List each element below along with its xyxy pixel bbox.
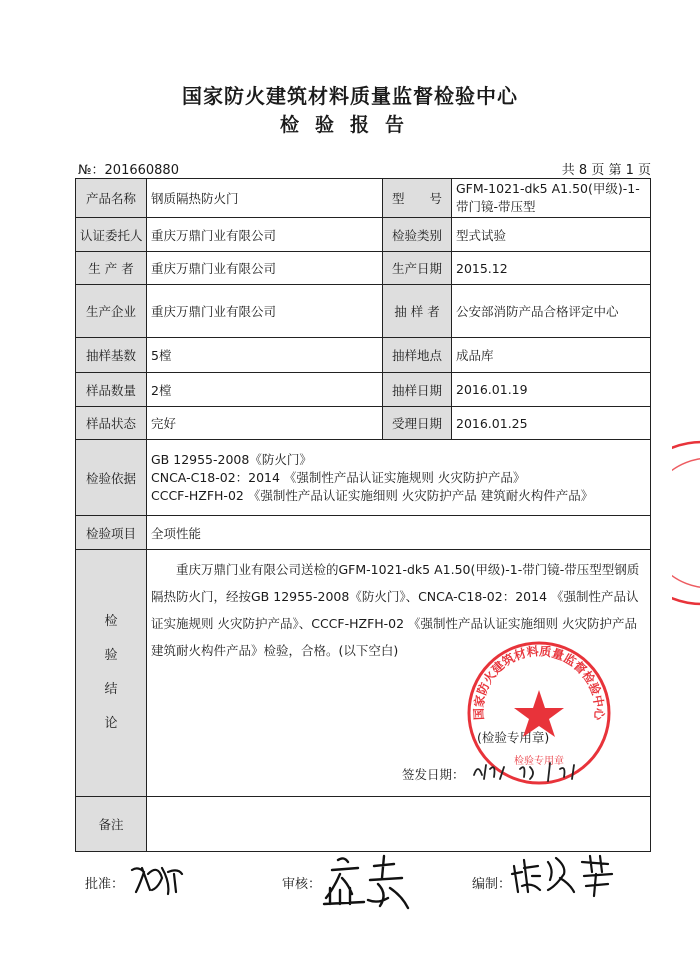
basis-label: 检验依据: [76, 440, 147, 516]
product-name-value: 钢质隔热防火门: [147, 179, 383, 218]
table-row: [76, 179, 651, 218]
sample-base-label: 抽样基数: [76, 338, 147, 373]
approve-label: 批准：: [85, 877, 125, 892]
inspection-type-value: 型式试验: [452, 218, 651, 252]
handwritten-date: [470, 757, 590, 783]
sampler-value: 公安部消防产品合格评定中心: [452, 285, 651, 338]
table-row: [76, 338, 651, 373]
client-label: 认证委托人: [76, 218, 147, 252]
sampler-label: 抽 样 者: [383, 285, 452, 338]
report-number: №：201660880: [78, 163, 179, 178]
basis-line: GB 12955-2008《防火门》: [151, 451, 312, 467]
table-row: [76, 516, 651, 550]
accept-date-value: 2016.01.25: [452, 407, 651, 440]
edge-seal-fragment: [672, 438, 700, 608]
basis-value: [147, 440, 651, 516]
product-name-label: 产品名称: [76, 179, 147, 218]
report-title: 国家防火建筑材料质量监督检验中心: [182, 84, 518, 108]
table-row: [76, 285, 651, 338]
compiler-signature: [508, 852, 638, 902]
svg-text:国家防火建筑材料质量监督检验中心: 国家防火建筑材料质量监督检验中心: [471, 644, 607, 721]
table-row: [76, 252, 651, 285]
items-value: 全项性能: [147, 516, 651, 550]
remarks-label: 备注: [76, 797, 147, 852]
items-label: 检验项目: [76, 516, 147, 550]
producer-value: 重庆万鼎门业有限公司: [147, 252, 383, 285]
page-info: 共 8 页 第 1 页: [561, 163, 651, 178]
sign-date-label: 签发日期：: [402, 767, 465, 782]
accept-date-label: 受理日期: [383, 407, 452, 440]
approver-signature: [128, 860, 188, 900]
model-line: 带门镜-带压型: [456, 199, 536, 214]
model-value: [452, 179, 651, 218]
basis-line: CCCF-HZFH-02 《强制性产品认证实施细则 火灾防护产品 建筑耐火构件产品》: [151, 487, 594, 503]
review-label: 审核：: [282, 877, 322, 892]
producer-label: 生 产 者: [76, 252, 147, 285]
remarks-value: [147, 797, 651, 852]
sample-place-value: 成品库: [452, 338, 651, 373]
client-value: 重庆万鼎门业有限公司: [147, 218, 383, 252]
sample-state-label: 样品状态: [76, 407, 147, 440]
conclusion-label: 检 验 结 论: [76, 550, 147, 797]
svg-text:检验专用章: 检验专用章: [514, 756, 564, 767]
model-line: GFM-1021-dk5 A1.50(甲级)-1-: [456, 181, 640, 196]
sample-qty-label: 样品数量: [76, 373, 147, 407]
manufacturer-label: 生产企业: [76, 285, 147, 338]
compile-label: 编制：: [472, 877, 512, 892]
table-row: [76, 218, 651, 252]
sample-qty-value: 2樘: [147, 373, 383, 407]
production-date-label: 生产日期: [383, 252, 452, 285]
sample-place-label: 抽样地点: [383, 338, 452, 373]
reviewer-signature: [318, 848, 418, 918]
conclusion-text: 重庆万鼎门业有限公司送检的GFM-1021-dk5 A1.50(甲级)-1-带门镜-带压型型钢质隔热防火门，经按GB 12955-2008《防火门》、CNCA-C18-02：2014 《强制性产品认证实施规则 火灾防护产品》、CCCF-HZFH-02 《强制性产品认证实施细则 火灾防护产品 建筑耐火构件产品》检验，合格。(以下空白): [151, 562, 640, 658]
production-date-value: 2015.12: [452, 252, 651, 285]
table-row: [76, 373, 651, 407]
sample-base-value: 5樘: [147, 338, 383, 373]
sample-state-value: 完好: [147, 407, 383, 440]
sample-date-label: 抽样日期: [383, 373, 452, 407]
table-row: [76, 440, 651, 516]
manufacturer-value: 重庆万鼎门业有限公司: [147, 285, 383, 338]
table-row: [76, 797, 651, 852]
seal-note: (检验专用章): [477, 730, 550, 745]
basis-line: CNCA-C18-02：2014 《强制性产品认证实施规则 火灾防护产品》: [151, 469, 526, 485]
table-row: [76, 407, 651, 440]
model-label: 型 号: [383, 179, 452, 218]
report-subtitle: 检验报告: [279, 114, 420, 136]
sample-date-value: 2016.01.19: [452, 373, 651, 407]
inspection-type-label: 检验类别: [383, 218, 452, 252]
